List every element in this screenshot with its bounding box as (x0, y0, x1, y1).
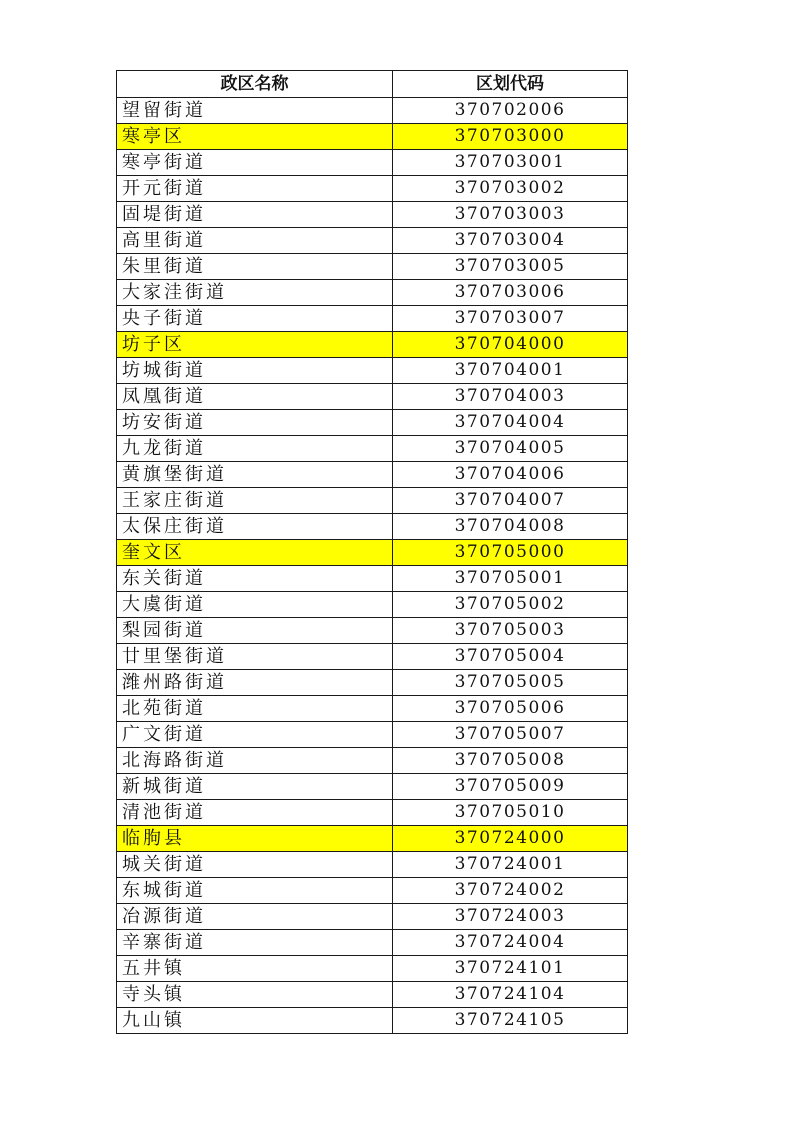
division-code-cell: 370704006 (393, 462, 628, 488)
table-row (117, 878, 628, 904)
division-code-table (116, 70, 628, 1034)
division-name-cell: 临朐县 (117, 826, 393, 852)
division-code-cell: 370705004 (393, 644, 628, 670)
table-row-district (117, 540, 628, 566)
table-row (117, 618, 628, 644)
table-row (117, 956, 628, 982)
division-name-cell: 凤凰街道 (117, 384, 393, 410)
division-name-cell: 坊安街道 (117, 410, 393, 436)
table-row (117, 1008, 628, 1034)
division-code-cell: 370704005 (393, 436, 628, 462)
division-name-cell: 大虞街道 (117, 592, 393, 618)
division-name-cell: 梨园街道 (117, 618, 393, 644)
division-name-cell: 九山镇 (117, 1008, 393, 1034)
table-row (117, 800, 628, 826)
division-name-cell: 城关街道 (117, 852, 393, 878)
division-code-cell: 370704001 (393, 358, 628, 384)
table-row (117, 592, 628, 618)
division-code-cell: 370705010 (393, 800, 628, 826)
division-name-cell: 寺头镇 (117, 982, 393, 1008)
table-row (117, 410, 628, 436)
division-name-cell: 望留街道 (117, 98, 393, 124)
table-row (117, 462, 628, 488)
division-code-cell: 370703007 (393, 306, 628, 332)
division-name-cell: 九龙街道 (117, 436, 393, 462)
table-row (117, 254, 628, 280)
division-name-cell: 大家洼街道 (117, 280, 393, 306)
division-name-cell: 东关街道 (117, 566, 393, 592)
division-code-cell: 370705007 (393, 722, 628, 748)
division-code-cell: 370724000 (393, 826, 628, 852)
table-body (117, 98, 628, 1034)
division-name-cell: 央子街道 (117, 306, 393, 332)
division-name-cell: 寒亭区 (117, 124, 393, 150)
division-name-cell: 辛寨街道 (117, 930, 393, 956)
table-row (117, 930, 628, 956)
table-row (117, 436, 628, 462)
division-code-cell: 370703006 (393, 280, 628, 306)
division-code-cell: 370724003 (393, 904, 628, 930)
division-name-cell: 清池街道 (117, 800, 393, 826)
table-row (117, 774, 628, 800)
division-name-cell: 东城街道 (117, 878, 393, 904)
division-code-cell: 370703005 (393, 254, 628, 280)
division-code-cell: 370703001 (393, 150, 628, 176)
table-row (117, 358, 628, 384)
division-name-cell: 新城街道 (117, 774, 393, 800)
table-row (117, 202, 628, 228)
table-row (117, 904, 628, 930)
division-name-cell: 黄旗堡街道 (117, 462, 393, 488)
division-code-cell: 370724001 (393, 852, 628, 878)
column-header-name: 政区名称 (117, 71, 393, 98)
division-code-cell: 370705002 (393, 592, 628, 618)
division-code-cell: 370703003 (393, 202, 628, 228)
division-code-cell: 370704004 (393, 410, 628, 436)
division-code-cell: 370724002 (393, 878, 628, 904)
division-code-cell: 370724104 (393, 982, 628, 1008)
division-name-cell: 广文街道 (117, 722, 393, 748)
table-row (117, 670, 628, 696)
division-code-cell: 370724105 (393, 1008, 628, 1034)
division-code-cell: 370705006 (393, 696, 628, 722)
division-code-cell: 370704008 (393, 514, 628, 540)
table-row (117, 384, 628, 410)
table-row (117, 280, 628, 306)
table-row (117, 852, 628, 878)
table-row (117, 488, 628, 514)
table-row (117, 644, 628, 670)
table-row (117, 982, 628, 1008)
division-name-cell: 朱里街道 (117, 254, 393, 280)
division-code-cell: 370703002 (393, 176, 628, 202)
division-name-cell: 开元街道 (117, 176, 393, 202)
division-code-cell: 370705000 (393, 540, 628, 566)
division-code-cell: 370705008 (393, 748, 628, 774)
division-name-cell: 北海路街道 (117, 748, 393, 774)
table-row (117, 306, 628, 332)
division-code-cell: 370703000 (393, 124, 628, 150)
table-header (117, 71, 628, 98)
division-code-cell: 370705001 (393, 566, 628, 592)
division-code-cell: 370702006 (393, 98, 628, 124)
table-row (117, 748, 628, 774)
table-row (117, 696, 628, 722)
division-name-cell: 廿里堡街道 (117, 644, 393, 670)
table-row (117, 98, 628, 124)
division-code-cell: 370704000 (393, 332, 628, 358)
division-name-cell: 固堤街道 (117, 202, 393, 228)
division-code-cell: 370705005 (393, 670, 628, 696)
division-name-cell: 冶源街道 (117, 904, 393, 930)
division-name-cell: 北苑街道 (117, 696, 393, 722)
table-row (117, 566, 628, 592)
division-name-cell: 王家庄街道 (117, 488, 393, 514)
division-code-cell: 370724101 (393, 956, 628, 982)
division-code-cell: 370704003 (393, 384, 628, 410)
table-row-district (117, 124, 628, 150)
table-row (117, 722, 628, 748)
division-code-cell: 370704007 (393, 488, 628, 514)
division-name-cell: 太保庄街道 (117, 514, 393, 540)
table-row-district (117, 826, 628, 852)
division-code-cell: 370703004 (393, 228, 628, 254)
division-name-cell: 潍州路街道 (117, 670, 393, 696)
table-row (117, 514, 628, 540)
header-row (117, 71, 628, 98)
division-name-cell: 坊城街道 (117, 358, 393, 384)
division-name-cell: 五井镇 (117, 956, 393, 982)
division-code-cell: 370705003 (393, 618, 628, 644)
column-header-code: 区划代码 (393, 71, 628, 98)
division-name-cell: 寒亭街道 (117, 150, 393, 176)
division-name-cell: 奎文区 (117, 540, 393, 566)
table-row (117, 150, 628, 176)
table-row (117, 228, 628, 254)
table-row-district (117, 332, 628, 358)
division-code-cell: 370724004 (393, 930, 628, 956)
division-code-cell: 370705009 (393, 774, 628, 800)
division-name-cell: 高里街道 (117, 228, 393, 254)
table-row (117, 176, 628, 202)
division-name-cell: 坊子区 (117, 332, 393, 358)
